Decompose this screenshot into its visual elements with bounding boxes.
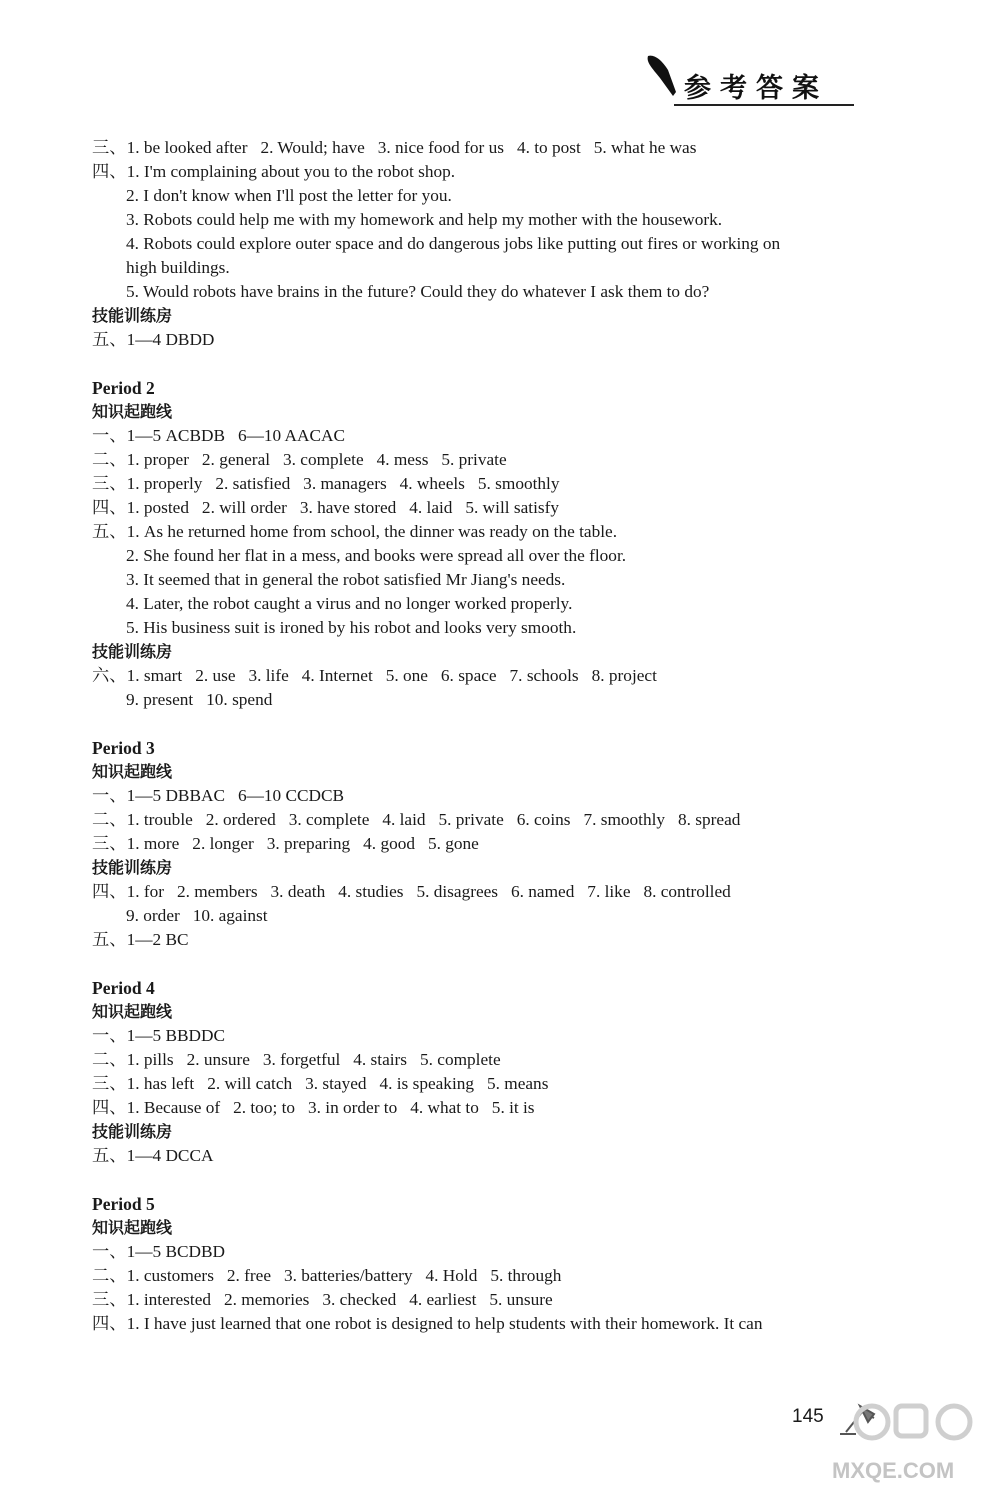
page-header xyxy=(640,52,860,112)
answer-line: 二、1. trouble 2. ordered 3. complete 4. laid 5. private 6. coins 7. smoothly 8. spread xyxy=(92,810,741,829)
answer-line: 二、1. pills 2. unsure 3. forgetful 4. stairs 5. complete xyxy=(92,1050,501,1069)
section-heading: 知识起跑线 xyxy=(92,1002,173,1021)
answer-line: 5. His business suit is ironed by his robot and looks very smooth. xyxy=(126,618,577,637)
period-title: Period 2 xyxy=(92,378,155,398)
section-heading: 技能训练房 xyxy=(92,1122,173,1141)
answer-line: 五、1—4 DBDD xyxy=(92,330,215,349)
answer-line: 2. I don't know when I'll post the letter for you. xyxy=(126,186,452,205)
answer-line: 四、1. I have just learned that one robot is designed to help students with their homework. It can xyxy=(92,1314,763,1333)
period-title: Period 3 xyxy=(92,738,155,758)
answer-line: 2. She found her flat in a mess, and books were spread all over the floor. xyxy=(126,546,627,565)
period-title: Period 5 xyxy=(92,1194,155,1214)
answer-line: 三、1. more 2. longer 3. preparing 4. good 5. gone xyxy=(92,834,479,853)
answer-key-content xyxy=(92,136,882,1336)
section-heading: 技能训练房 xyxy=(92,642,173,661)
answer-line: 四、1. posted 2. will order 3. have stored 4. laid 5. will satisfy xyxy=(92,498,560,517)
answer-line: 9. order 10. against xyxy=(126,906,268,925)
pen-icon xyxy=(640,52,680,108)
answer-line: 六、1. smart 2. use 3. life 4. Internet 5. one 6. space 7. schools 8. project xyxy=(92,666,657,685)
answer-line: 二、1. proper 2. general 3. complete 4. mess 5. private xyxy=(92,450,507,469)
answer-line: 一、1—5 ACBDB 6—10 AACAC xyxy=(92,426,346,445)
answer-line: 五、1. As he returned home from school, the dinner was ready on the table. xyxy=(92,522,618,541)
answer-line: 四、1. I'm complaining about you to the robot shop. xyxy=(92,162,456,181)
answer-line: 五、1—2 BC xyxy=(92,930,189,949)
answer-line: 4. Later, the robot caught a virus and no longer worked properly. xyxy=(126,594,573,613)
period-title: Period 4 xyxy=(92,978,155,998)
answer-line: 5. Would robots have brains in the future? Could they do whatever I ask them to do? xyxy=(126,282,710,301)
answer-line: 五、1—4 DCCA xyxy=(92,1146,214,1165)
answer-line: 9. present 10. spend xyxy=(126,690,273,709)
answer-line: 四、1. Because of 2. too; to 3. in order to 4. what to 5. it is xyxy=(92,1098,535,1117)
answer-line: 4. Robots could explore outer space and do dangerous jobs like putting out fires or working on xyxy=(126,234,781,253)
section-heading: 知识起跑线 xyxy=(92,1218,173,1237)
answer-line: 3. Robots could help me with my homework and help my mother with the housework. xyxy=(126,210,723,229)
answer-line: 三、1. interested 2. memories 3. checked 4. earliest 5. unsure xyxy=(92,1290,553,1309)
answer-line: 3. It seemed that in general the robot satisfied Mr Jiang's needs. xyxy=(126,570,566,589)
answer-line: 一、1—5 BBDDC xyxy=(92,1026,225,1045)
answer-line: 三、1. properly 2. satisfied 3. managers 4. wheels 5. smoothly xyxy=(92,474,560,493)
header-rule xyxy=(674,104,854,106)
section-heading: 技能训练房 xyxy=(92,858,173,877)
answer-line: 三、1. has left 2. will catch 3. stayed 4. is speaking 5. means xyxy=(92,1074,549,1093)
answer-line: 一、1—5 DBBAC 6—10 CCDCB xyxy=(92,786,345,805)
answer-line: 二、1. customers 2. free 3. batteries/battery 4. Hold 5. through xyxy=(92,1266,562,1285)
answer-line: 一、1—5 BCDBD xyxy=(92,1242,225,1261)
page-number: 145 xyxy=(792,1406,824,1427)
watermark-glyphs xyxy=(856,1406,970,1438)
answer-line: high buildings. xyxy=(126,258,230,277)
answer-line: 三、1. be looked after 2. Would; have 3. nice food for us 4. to post 5. what he was xyxy=(92,138,697,157)
watermark-text: MXQE.COM xyxy=(832,1458,955,1483)
section-heading: 知识起跑线 xyxy=(92,402,173,421)
page-header-title: 参考答案 xyxy=(684,73,828,104)
section-heading: 技能训练房 xyxy=(92,306,173,325)
footer-watermark xyxy=(826,1384,996,1492)
answer-line: 四、1. for 2. members 3. death 4. studies 5. disagrees 6. named 7. like 8. controlled xyxy=(92,882,731,901)
section-heading: 知识起跑线 xyxy=(92,762,173,781)
